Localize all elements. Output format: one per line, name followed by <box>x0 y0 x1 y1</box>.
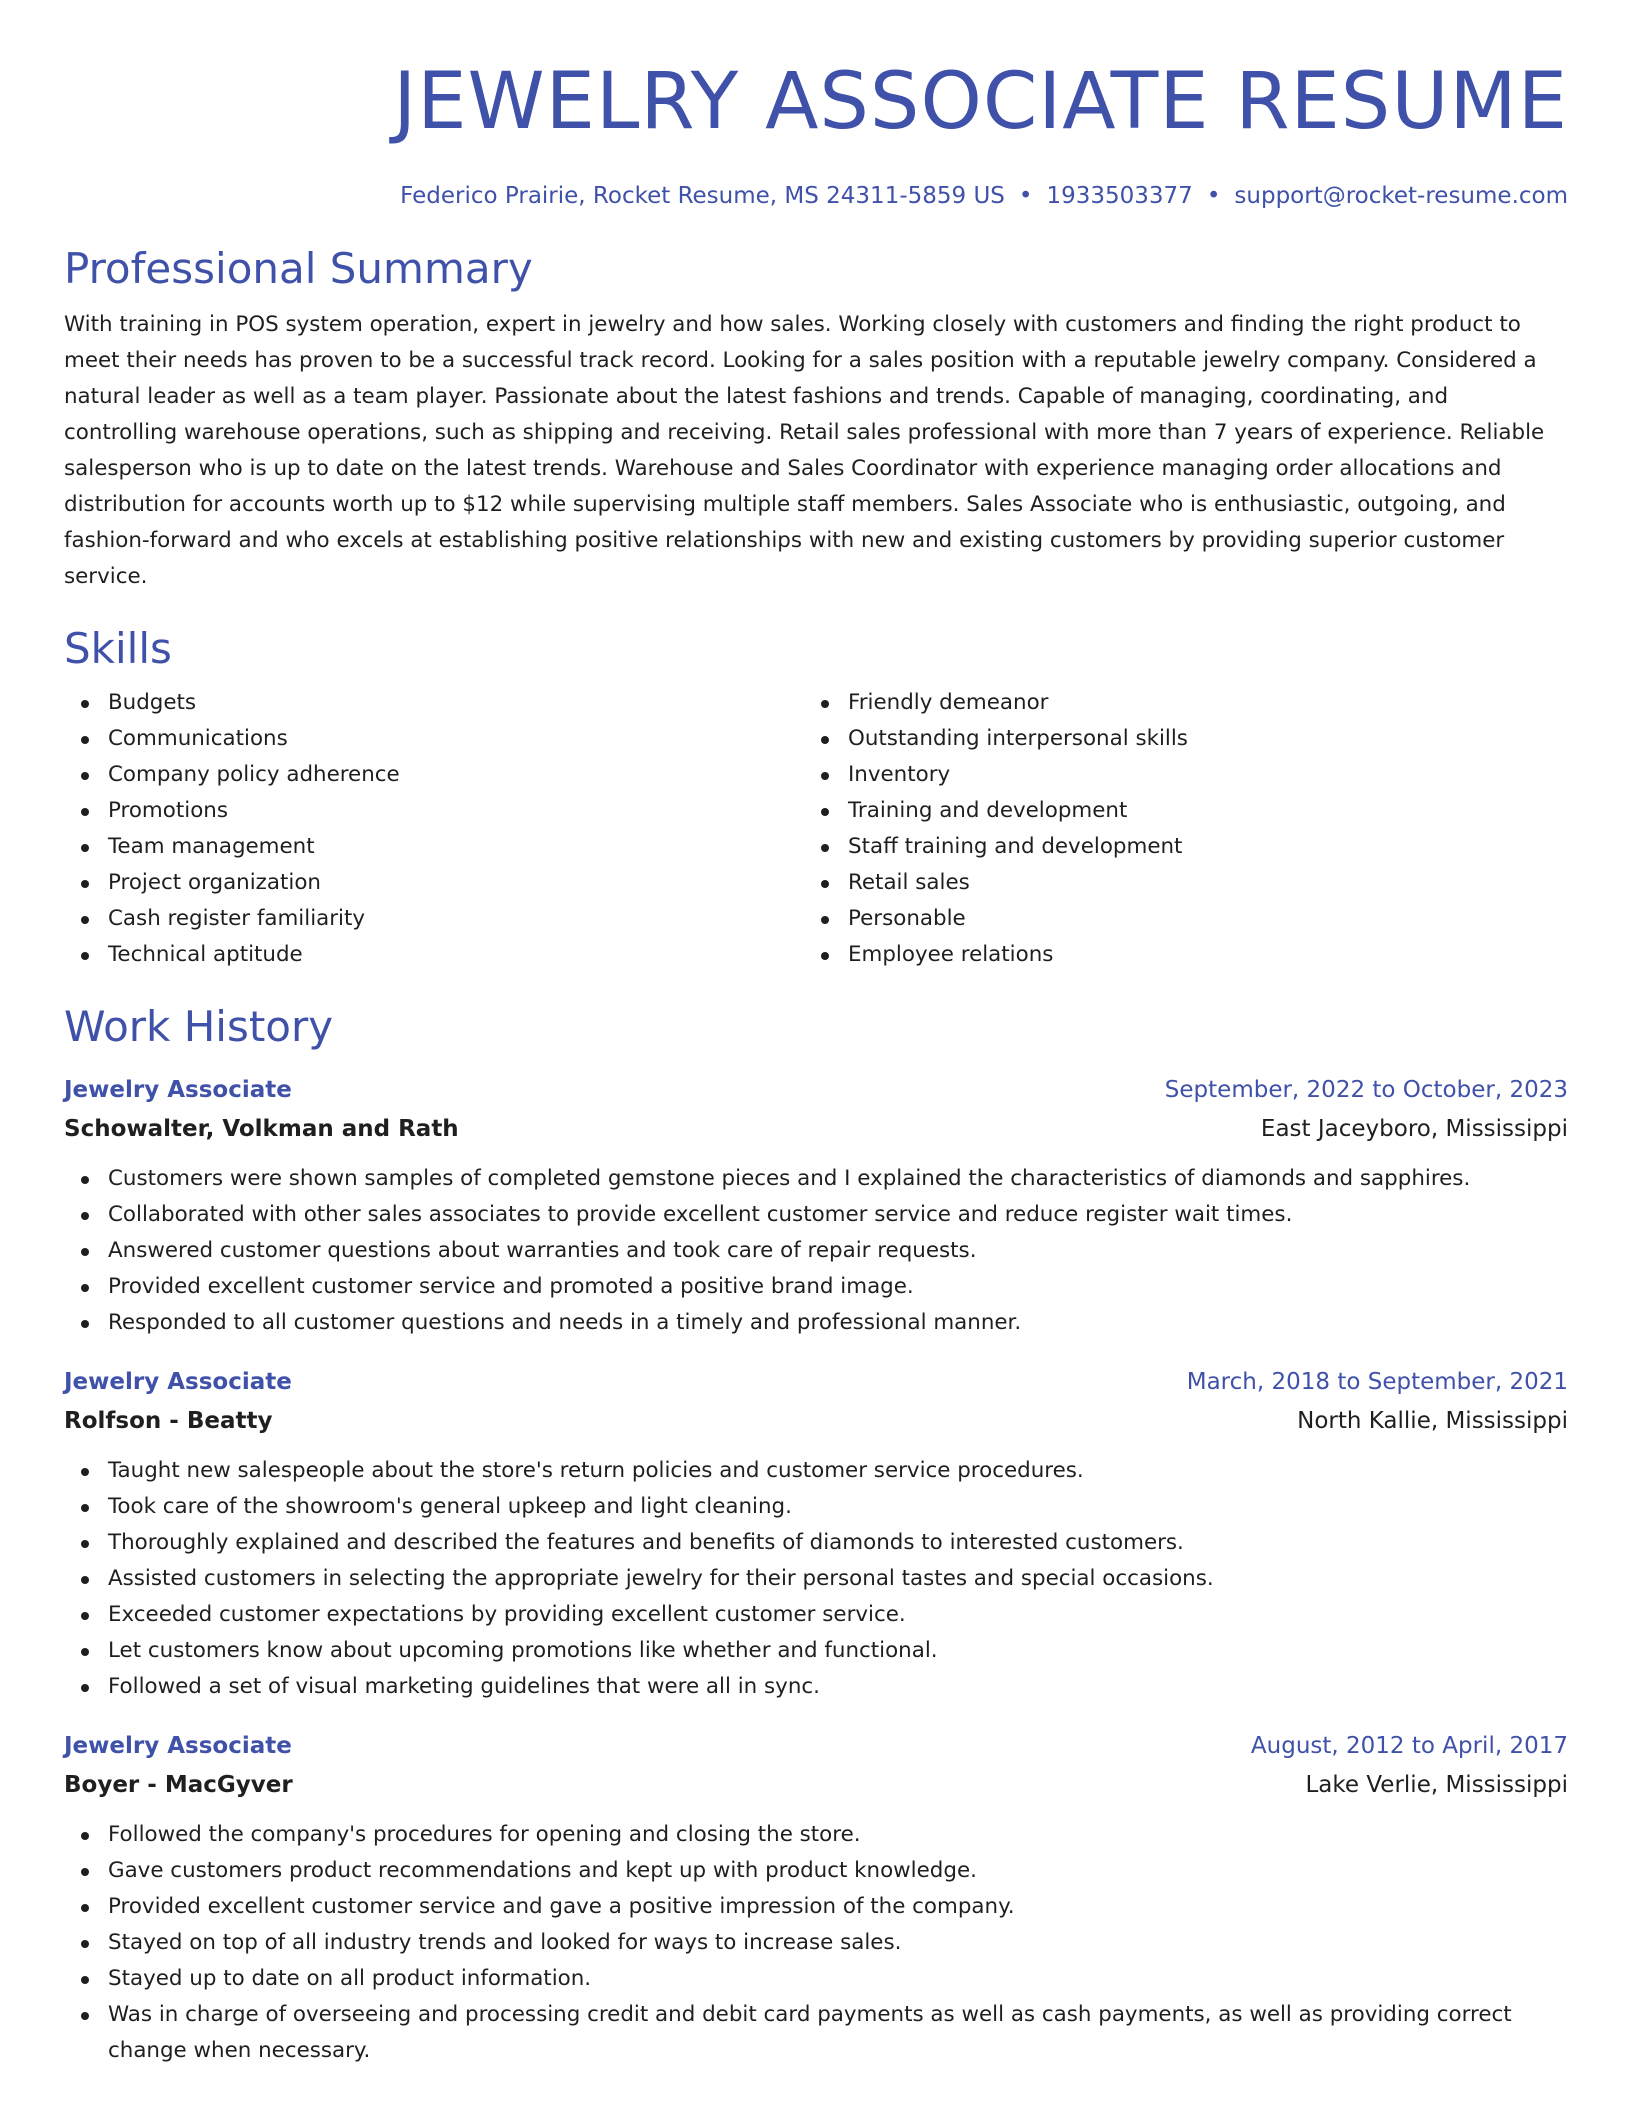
job-company: Boyer - MacGyver <box>64 1772 293 1798</box>
job-duties <box>64 1161 1568 1341</box>
job-entry <box>64 1071 1568 1341</box>
job-location: East Jaceyboro, Mississippi <box>1260 1116 1568 1142</box>
job-dates: August, 2012 to April, 2017 <box>1250 1733 1568 1759</box>
contact-address: Federico Prairie, Rocket Resume, MS 24311-5859 US <box>400 183 1005 209</box>
job-dates: March, 2018 to September, 2021 <box>1186 1369 1568 1395</box>
summary-text: With training in POS system operation, expert in jewelry and how sales. Working closely with customers and finding the right product to meet their needs has proven to be a successful track record. Looking for a sales position with a reputable jewelry company. Considered a natural leader as well as a team player. Passionate about the latest fashions and trends. Capable of managing, coordinating, and controlling warehouse operations, such as shipping and receiving. Retail sales professional with more than 7 years of experience. Reliable salesperson who is up to date on the latest trends. Warehouse and Sales Coordinator with experience managing order allocations and distribution for accounts worth up to $12 while supervising multiple staff members. Sales Associate who is enthusiastic, outgoing, and fashion-forward and who excels at establishing positive relationships with new and existing customers by providing superior customer service. <box>64 312 1545 589</box>
contact-separator: • <box>1018 183 1033 209</box>
skill-item: Technical aptitude <box>64 937 804 973</box>
job-duty: Responded to all customer questions and needs in a timely and professional manner. <box>64 1305 1568 1341</box>
skill-item: Company policy adherence <box>64 757 804 793</box>
summary-heading: Professional Summary <box>64 244 533 293</box>
job-duty: Followed the company's procedures for opening and closing the store. <box>64 1817 1568 1853</box>
job-title: Jewelry Associate <box>64 1733 292 1759</box>
skill-item: Retail sales <box>804 865 1568 901</box>
job-duty: Customers were shown samples of completed gemstone pieces and I explained the characteristics of diamonds and sapphires. <box>64 1161 1568 1197</box>
skill-item: Personable <box>804 901 1568 937</box>
job-location: North Kallie, Mississippi <box>1297 1408 1568 1434</box>
skills-column-right <box>804 685 1568 973</box>
contact-phone: 1933503377 <box>1046 183 1193 209</box>
contact-email: support@rocket-resume.com <box>1234 183 1568 209</box>
job-company: Schowalter, Volkman and Rath <box>64 1116 459 1142</box>
job-duty: Gave customers product recommendations and kept up with product knowledge. <box>64 1853 1568 1889</box>
skill-item: Cash register familiarity <box>64 901 804 937</box>
job-duty: Taught new salespeople about the store's return policies and customer service procedures. <box>64 1453 1568 1489</box>
job-duty: Provided excellent customer service and promoted a positive brand image. <box>64 1269 1568 1305</box>
job-duty: Exceeded customer expectations by providing excellent customer service. <box>64 1597 1568 1633</box>
job-company: Rolfson - Beatty <box>64 1408 273 1434</box>
job-duty: Answered customer questions about warranties and took care of repair requests. <box>64 1233 1568 1269</box>
job-duty: Took care of the showroom's general upkeep and light cleaning. <box>64 1489 1568 1525</box>
job-entry <box>64 1363 1568 1705</box>
job-entry <box>64 1727 1568 2069</box>
contact-separator: • <box>1206 183 1221 209</box>
skill-item: Inventory <box>804 757 1568 793</box>
skill-item: Training and development <box>804 793 1568 829</box>
job-title: Jewelry Associate <box>64 1077 292 1103</box>
job-duty: Provided excellent customer service and gave a positive impression of the company. <box>64 1889 1568 1925</box>
work-history-heading: Work History <box>64 1002 334 1051</box>
job-duty: Followed a set of visual marketing guidelines that were all in sync. <box>64 1669 1568 1705</box>
job-location: Lake Verlie, Mississippi <box>1305 1772 1568 1798</box>
job-dates: September, 2022 to October, 2023 <box>1164 1077 1568 1103</box>
contact-line <box>64 180 1568 212</box>
job-duties <box>64 1817 1568 2069</box>
job-duty: Stayed on top of all industry trends and looked for ways to increase sales. <box>64 1925 1568 1961</box>
skill-item: Team management <box>64 829 804 865</box>
skills-list <box>64 685 1568 973</box>
skills-heading: Skills <box>64 624 172 673</box>
skill-item: Outstanding interpersonal skills <box>804 721 1568 757</box>
skill-item: Employee relations <box>804 937 1568 973</box>
job-title: Jewelry Associate <box>64 1369 292 1395</box>
skill-item: Budgets <box>64 685 804 721</box>
skill-item: Project organization <box>64 865 804 901</box>
job-duty: Let customers know about upcoming promotions like whether and functional. <box>64 1633 1568 1669</box>
skill-item: Communications <box>64 721 804 757</box>
skills-column-left <box>64 685 804 973</box>
job-duty: Thoroughly explained and described the features and benefits of diamonds to interested customers. <box>64 1525 1568 1561</box>
job-duty: Was in charge of overseeing and processing credit and debit card payments as well as cash payments, as well as providing correct change when necessary. <box>64 1997 1568 2069</box>
job-duty: Assisted customers in selecting the appropriate jewelry for their personal tastes and special occasions. <box>64 1561 1568 1597</box>
resume-title: JEWELRY ASSOCIATE RESUME <box>393 57 1568 147</box>
skill-item: Promotions <box>64 793 804 829</box>
skill-item: Staff training and development <box>804 829 1568 865</box>
job-duty: Stayed up to date on all product information. <box>64 1961 1568 1997</box>
job-duties <box>64 1453 1568 1705</box>
skill-item: Friendly demeanor <box>804 685 1568 721</box>
job-duty: Collaborated with other sales associates to provide excellent customer service and reduce register wait times. <box>64 1197 1568 1233</box>
